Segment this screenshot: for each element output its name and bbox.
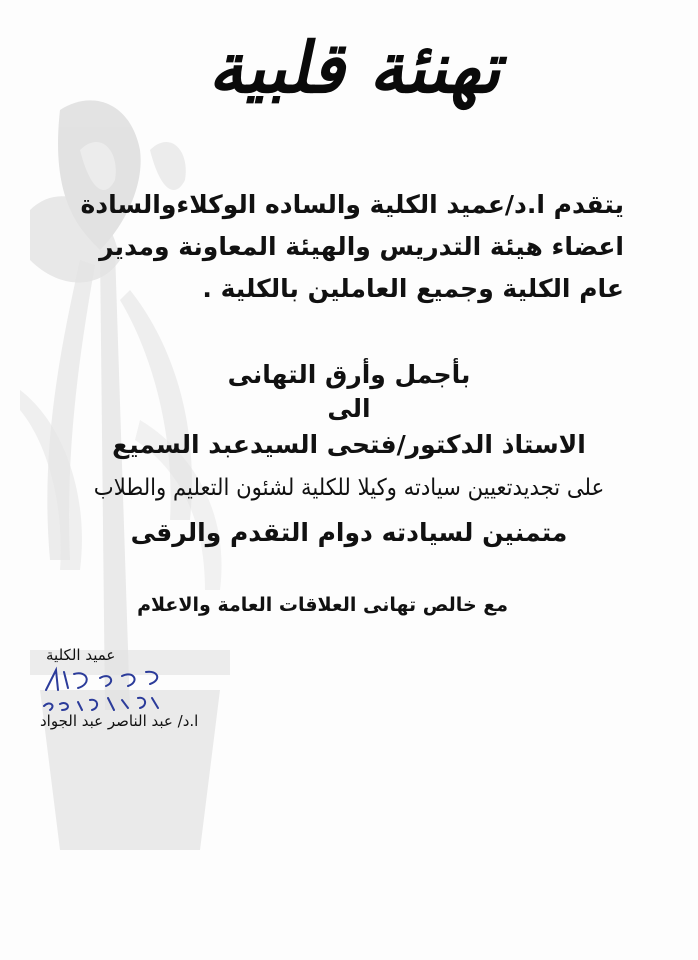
to-line: الى (327, 394, 371, 423)
occasion-line: على تجديدتعيين سيادته وكيلا للكلية لشئون التعليم والطلاب (93, 475, 605, 501)
intro-line-3: عام الكلية وجميع العاملين بالكلية . (202, 274, 624, 303)
signature-role: عميد الكلية (46, 646, 116, 664)
wishes-line: متمنين لسيادته دوام التقدم والرقى (130, 518, 568, 547)
recipient-line: الاستاذ الدكتور/فتحى السيدعبد السميع (112, 430, 586, 459)
closing-line: مع خالص تهانى العلاقات العامة والاعلام (137, 594, 508, 616)
intro-line-2: اعضاء هيئة التدريس والهيئة المعاونة ومدير (99, 232, 624, 261)
letter-title: تهنئة قلبية (205, 26, 516, 109)
handwritten-signature-icon (38, 662, 178, 714)
greeting-line: بأجمل وأرق التهانى (227, 360, 471, 389)
signature-name: ا.د/ عبد الناصر عبد الجواد (40, 712, 199, 730)
intro-line-1: يتقدم ا.د/عميد الكلية والساده الوكلاءوالسادة (80, 190, 624, 219)
